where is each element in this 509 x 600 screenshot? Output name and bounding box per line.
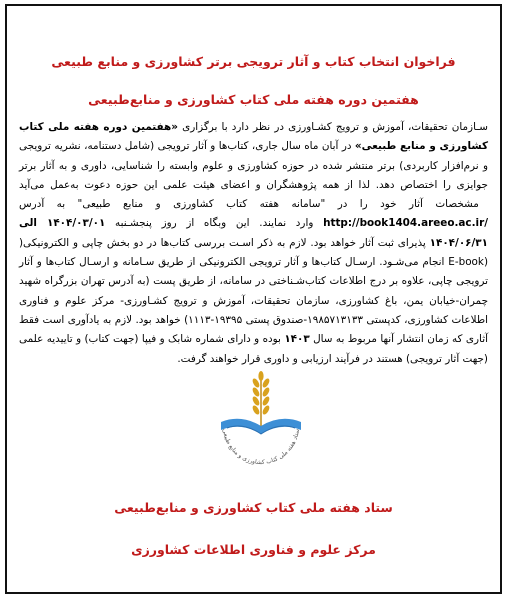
event-name: «هفتمین دوره هفته ملی کتاب کشاورزی و منابع طبیعی»	[19, 121, 489, 153]
organizer-center: مرکز علوم و فناوری اطلاعات کشاورزی	[131, 542, 376, 557]
notice-frame	[5, 4, 502, 594]
body-text-4: پذیرای ثبت آثار خواهد بود. لازم به ذکر اسـت بررسی کتاب‌ها در دو بخش چاپی و الکترونیکی( (E-book انجام می‌شـود. ارسـال کتاب‌ها و آثار ترویجی الکترونیکی از طریق سـامانه و ارسـال کتاب‌ها و آثار ترویجی چاپی، علاوه بر درج اطلاعات کتاب‌شـناختی در سامانه، از طریق پست (به آدرس تهران بزرگراه شهید چمران-خیابان یمن، باغ کشاورزی، سازمان تحقیقات، آموزش و ترویج کشـاورزی- مرکز علوم و فناوری اطلاعات کشاورزی، کدپستی ۱۹۸۵۷۱۳۱۳۳-صندوق پستی ۱۹۳۹۵-۱۱۱۳) خواهد بود. لازم به یادآوری است فقط آثاری که زمان انتشار آنها مربوط به سال	[19, 236, 488, 346]
body-text-3: وارد نمایند. این وبگاه از روز پنجشـنبه	[105, 217, 314, 230]
body-text-5: بوده و دارای شماره شابک و فیپا (جهت کتاب) و تاییدیه علمی (جهت آثار ترویجی) هستند در فرآیند ارزیابی و داوری قرار خواهند گرفت.	[19, 333, 488, 365]
registration-dates: ۱۴۰۴/۰۳/۰۱ الی ۱۴۰۴/۰۶/۳۱	[19, 217, 488, 249]
notice-title: فراخوان انتخاب کتاب و آثار ترویجی برتر کشاورزی و منابع طبیعی	[51, 54, 456, 69]
body-text-1: سـازمان تحقیقات، آموزش و ترویج کشـاورزی در نظر دارد با برگزاری	[182, 121, 488, 133]
notice-body	[19, 118, 488, 369]
organizer-name: ستاد هفته ملی کتاب کشاورزی و منابع‌طبیعی	[114, 500, 393, 515]
website-url[interactable]: http://book1404.areeo.ac.ir/	[323, 217, 488, 230]
emblem-caption: ستاد هفته ملی کتاب کشاورزی و منابع طبیعی	[221, 428, 301, 467]
book-week-emblem-icon	[207, 368, 315, 474]
publication-year: ۱۴۰۳	[284, 333, 310, 346]
notice-subtitle: هفتمین دوره هفته ملی کتاب کشاورزی و منابع‌طبیعی	[88, 92, 419, 107]
body-text-2: در آبان ماه سال جاری، کتاب‌ها و آثار ترویجی (شامل دستنامه، نشریه ترویجی و نرم‌افزار کاربردی) برتر منتشر شده در حوزه کشاورزی و علوم وابسته را شناسایی، داوری و به آثار برتر جوایزی را اختصاص دهد. لذا از همه پژوهشگران و اعضای هیئت علمی این حوزه دعوت به‌عمل می‌آید مشخصات آثار خود را در "سامانه هفته کتاب کشاورزی و منابع طبیعی" به آدرس	[19, 140, 488, 211]
